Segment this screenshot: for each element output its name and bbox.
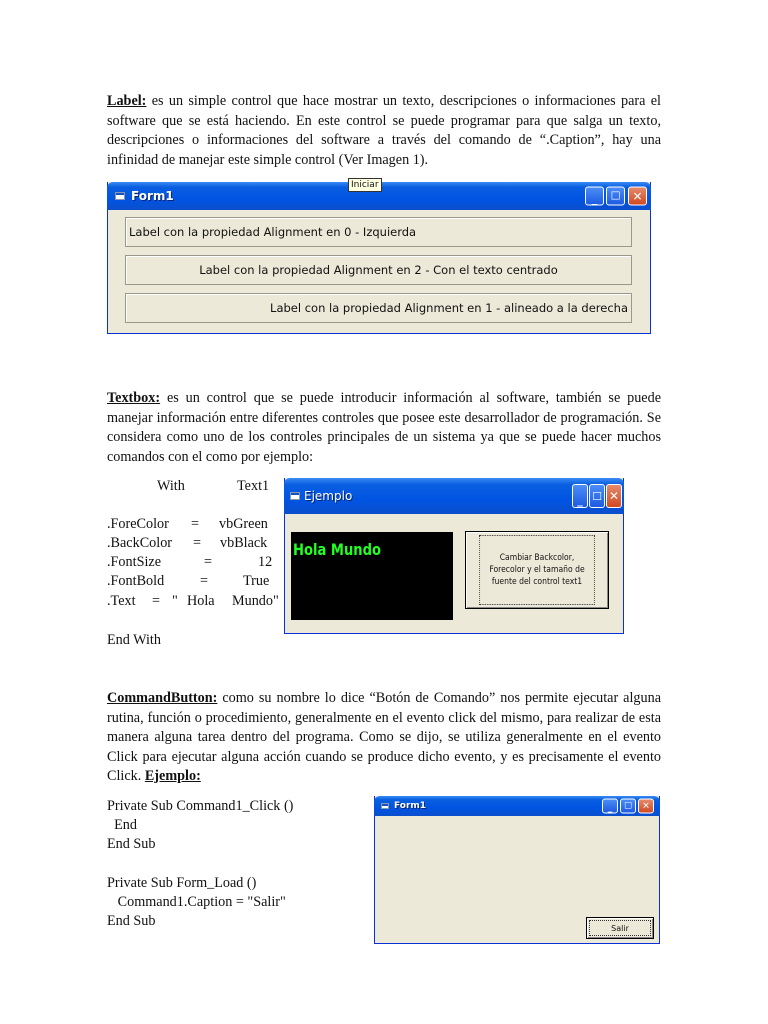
label-align-right-text: Label con la propiedad Alignment en 1 - alineado a la derecha — [270, 301, 628, 315]
code-line: Private Sub Command1_Click () — [107, 798, 294, 814]
label-align-left-text: Label con la propiedad Alignment en 0 - Izquierda — [129, 225, 417, 239]
change-style-button[interactable] — [465, 531, 609, 609]
app-icon — [381, 803, 389, 809]
code-with-object: Text1 — [237, 478, 270, 494]
code-line: End Sub — [107, 836, 156, 852]
close-icon: ✕ — [642, 801, 650, 811]
form1b-window — [374, 796, 660, 944]
label-align-center — [125, 255, 632, 285]
label-align-left — [125, 217, 632, 247]
code-val: vbGreen — [219, 516, 268, 532]
maximize-icon: ☐ — [592, 489, 602, 503]
maximize-icon: ☐ — [623, 801, 633, 811]
code-val: True — [243, 573, 270, 589]
code-with-keyword: With — [157, 478, 185, 494]
form1b-titlebar[interactable] — [374, 796, 660, 816]
command-description: como su nombre lo dice “Botón de Comando” nos permite ejecutar alguna rutina, función o procedimiento, generalmente en el evento click del mismo, para realizar de esta manera alguna tarea dentro del programa. Como se dijo, se utiliza generalmente en el evento Click para ejecutar alguna acción cuando se produce dicho evento, y es precisamente el evento Click. — [107, 690, 661, 784]
code-val: vbBlack — [220, 535, 268, 551]
minimize-icon: _ — [577, 493, 583, 507]
ejemplo-window — [284, 478, 624, 634]
form1-window — [107, 182, 651, 334]
label-align-center-text: Label con la propiedad Alignment en 2 - Con el texto centrado — [199, 263, 558, 277]
label-term: Label: — [107, 93, 147, 109]
text1-textbox[interactable] — [291, 532, 453, 620]
form1-title: Form1 — [131, 189, 174, 203]
label-paragraph — [107, 92, 661, 170]
code-val: 12 — [258, 554, 273, 570]
minimize-button[interactable] — [585, 187, 604, 206]
code-prop: .BackColor — [107, 535, 173, 551]
code-line: Command1.Caption = "Salir" — [107, 894, 286, 910]
form1b-title: Form1 — [394, 801, 427, 811]
ejemplo-title: Ejemplo — [304, 489, 353, 503]
code-prop: .FontBold — [107, 573, 165, 589]
command-term: CommandButton: — [107, 690, 218, 706]
maximize-button[interactable] — [606, 187, 625, 206]
code-eq: = — [152, 593, 161, 609]
minimize-button[interactable] — [602, 799, 618, 814]
maximize-icon: ☐ — [610, 189, 621, 203]
start-tooltip: Iniciar — [348, 178, 382, 192]
close-icon: ✕ — [632, 189, 643, 203]
code-eq: = — [193, 535, 202, 551]
minimize-icon: _ — [607, 803, 613, 813]
textbox-term: Textbox: — [107, 390, 161, 406]
maximize-button[interactable] — [589, 484, 605, 508]
minimize-button[interactable] — [572, 484, 588, 508]
salir-button-label: Salir — [589, 920, 651, 936]
minimize-icon: _ — [591, 192, 598, 206]
textbox-paragraph — [107, 389, 661, 467]
code-word: Hola — [187, 593, 215, 609]
command-paragraph — [107, 689, 661, 787]
code-line: Private Sub Form_Load () — [107, 875, 257, 891]
app-icon — [115, 192, 125, 200]
code-end-with: End With — [107, 632, 161, 648]
change-style-button-label: Cambiar Backcolor, Forecolor y el tamaño de fuente del control text1 — [479, 535, 595, 605]
close-button[interactable] — [638, 799, 654, 814]
code-prop: .Text — [107, 593, 136, 609]
textbox-description: es un control que se puede introducir información al software, también se puede manejar información entre diferentes controles que posee este desarrollador de programación. Se considera como uno de los controles principales de un sistema ya que se puede hacer muchos comandos con el como por ejemplo: — [107, 390, 661, 465]
code-eq: = — [191, 516, 200, 532]
close-button[interactable] — [606, 484, 622, 508]
close-button[interactable] — [628, 187, 647, 206]
command-example-label: Ejemplo: — [144, 768, 201, 784]
code-quote: " — [172, 593, 178, 609]
app-icon — [290, 492, 300, 500]
close-icon: ✕ — [608, 489, 620, 503]
code-prop: .ForeColor — [107, 516, 169, 532]
label-description: es un simple control que hace mostrar un texto, descripciones o informaciones para el software que se está haciendo. En este control se puede programar para que salga un texto, descripciones o informaciones del software a través del comando de “.Caption”, hay una infinidad de manejar este simple control (Ver Imagen 1). — [107, 93, 661, 168]
label-align-right — [125, 293, 632, 323]
code-line: End Sub — [107, 913, 156, 929]
maximize-button[interactable] — [620, 799, 636, 814]
code-eq: = — [204, 554, 213, 570]
code-eq: = — [200, 573, 209, 589]
salir-button[interactable] — [586, 917, 654, 939]
code-word: Mundo" — [232, 593, 279, 609]
code-prop: .FontSize — [107, 554, 161, 570]
code-line: End — [107, 817, 137, 833]
ejemplo-titlebar[interactable] — [284, 478, 624, 514]
text1-value: Hola Mundo — [293, 540, 382, 559]
